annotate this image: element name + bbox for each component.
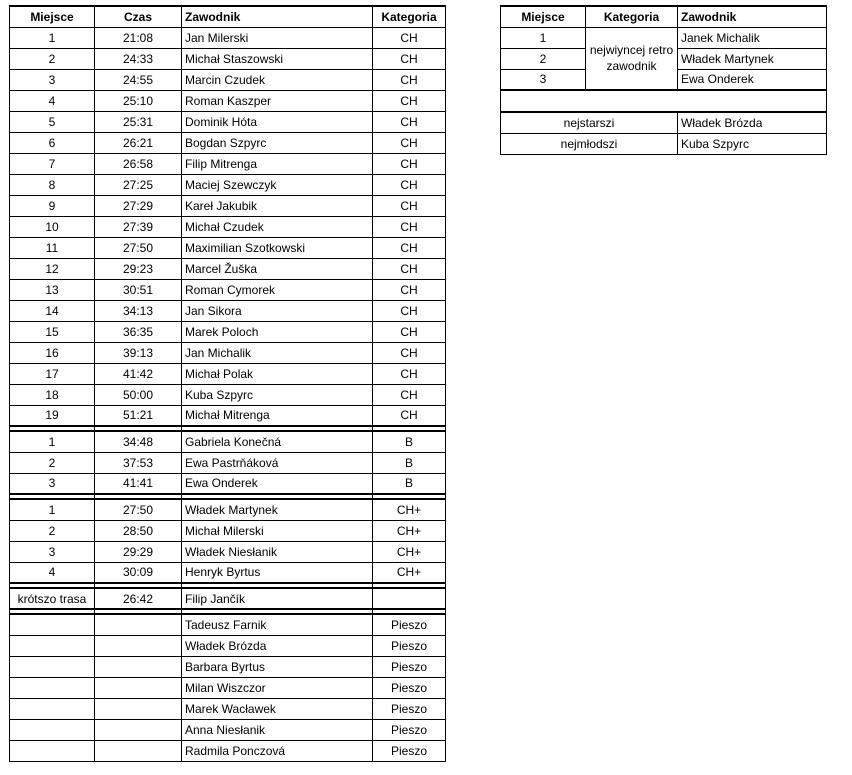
competitor-cell: Marek Wacławek bbox=[182, 698, 373, 719]
place-cell: 12 bbox=[10, 258, 95, 279]
time-cell: 25:31 bbox=[95, 111, 182, 132]
category-cell: CH bbox=[373, 258, 446, 279]
competitor-cell: Henryk Byrtus bbox=[182, 562, 373, 583]
category-cell: CH bbox=[373, 321, 446, 342]
table-row bbox=[10, 473, 446, 494]
category-cell: CH bbox=[373, 69, 446, 90]
place-cell: 1 bbox=[10, 499, 95, 520]
category-cell: CH+ bbox=[373, 541, 446, 562]
place-cell: 8 bbox=[10, 174, 95, 195]
table-row bbox=[10, 541, 446, 562]
competitor-cell: Filip Mitrenga bbox=[182, 153, 373, 174]
place-cell: 18 bbox=[10, 384, 95, 405]
place-cell bbox=[10, 719, 95, 740]
time-cell: 27:25 bbox=[95, 174, 182, 195]
place-cell bbox=[10, 656, 95, 677]
table-row bbox=[10, 588, 446, 609]
oldest-name: Władek Brózda bbox=[678, 112, 827, 133]
place-cell: 13 bbox=[10, 279, 95, 300]
time-cell: 29:23 bbox=[95, 258, 182, 279]
competitor-cell: Tadeusz Farnik bbox=[182, 614, 373, 635]
table-row bbox=[10, 342, 446, 363]
award-place: 1 bbox=[501, 27, 586, 48]
table-row bbox=[10, 90, 446, 111]
spacer-cell bbox=[501, 90, 827, 112]
competitor-cell: Władek Brózda bbox=[182, 635, 373, 656]
table-row bbox=[10, 153, 446, 174]
competitor-cell: Marcin Czudek bbox=[182, 69, 373, 90]
time-cell bbox=[95, 698, 182, 719]
place-cell bbox=[10, 677, 95, 698]
results-sheet bbox=[9, 5, 445, 762]
place-cell: 15 bbox=[10, 321, 95, 342]
place-cell: krótszo trasa bbox=[10, 588, 95, 609]
competitor-cell: Michał Polak bbox=[182, 363, 373, 384]
competitor-cell: Maximilian Szotkowski bbox=[182, 237, 373, 258]
table-row bbox=[10, 431, 446, 452]
oldest-label: nejstarszi bbox=[501, 112, 678, 133]
competitor-cell: Dominik Hóta bbox=[182, 111, 373, 132]
category-cell: Pieszo bbox=[373, 656, 446, 677]
awards-header-zawodnik: Zawodnik bbox=[678, 6, 827, 27]
table-row bbox=[10, 111, 446, 132]
place-cell: 5 bbox=[10, 111, 95, 132]
place-cell: 4 bbox=[10, 90, 95, 111]
table-row bbox=[10, 520, 446, 541]
time-cell bbox=[95, 656, 182, 677]
category-cell: Pieszo bbox=[373, 740, 446, 761]
time-cell: 28:50 bbox=[95, 520, 182, 541]
col-header-miejsce: Miejsce bbox=[10, 6, 95, 27]
time-cell: 37:53 bbox=[95, 452, 182, 473]
header-row bbox=[10, 6, 446, 27]
competitor-cell: Marek Poloch bbox=[182, 321, 373, 342]
table-row bbox=[10, 216, 446, 237]
category-cell: CH+ bbox=[373, 499, 446, 520]
time-cell: 21:08 bbox=[95, 27, 182, 48]
table-row bbox=[10, 258, 446, 279]
time-cell bbox=[95, 740, 182, 761]
table-row bbox=[10, 195, 446, 216]
category-cell: CH+ bbox=[373, 562, 446, 583]
place-cell: 1 bbox=[10, 27, 95, 48]
category-cell: CH bbox=[373, 153, 446, 174]
table-row bbox=[10, 614, 446, 635]
category-cell: Pieszo bbox=[373, 719, 446, 740]
competitor-cell: Filip Jančík bbox=[182, 588, 373, 609]
table-row bbox=[10, 405, 446, 426]
competitor-cell: Michał Milerski bbox=[182, 520, 373, 541]
table-row bbox=[10, 452, 446, 473]
competitor-cell: Milan Wiszczor bbox=[182, 677, 373, 698]
competitor-cell: Michał Czudek bbox=[182, 216, 373, 237]
award-place: 2 bbox=[501, 48, 586, 69]
competitor-cell: Michał Mitrenga bbox=[182, 405, 373, 426]
category-cell: B bbox=[373, 452, 446, 473]
youngest-name: Kuba Szpyrc bbox=[678, 133, 827, 154]
category-cell: CH bbox=[373, 195, 446, 216]
competitor-cell: Marcel Žuška bbox=[182, 258, 373, 279]
table-row bbox=[10, 698, 446, 719]
competitor-cell: Gabriela Konečná bbox=[182, 431, 373, 452]
time-cell bbox=[95, 677, 182, 698]
awards-row bbox=[501, 27, 827, 48]
table-row bbox=[10, 69, 446, 90]
results-table bbox=[9, 5, 446, 762]
oldest-row bbox=[501, 112, 827, 133]
awards-spacer-row bbox=[501, 90, 827, 112]
award-name: Władek Martynek bbox=[678, 48, 827, 69]
competitor-cell: Bogdan Szpyrc bbox=[182, 132, 373, 153]
table-row bbox=[10, 384, 446, 405]
award-place: 3 bbox=[501, 69, 586, 90]
category-cell: CH bbox=[373, 237, 446, 258]
category-cell: CH bbox=[373, 111, 446, 132]
competitor-cell: Roman Kaszper bbox=[182, 90, 373, 111]
category-cell: CH bbox=[373, 363, 446, 384]
time-cell: 30:09 bbox=[95, 562, 182, 583]
category-cell bbox=[373, 588, 446, 609]
place-cell: 11 bbox=[10, 237, 95, 258]
category-cell: CH+ bbox=[373, 520, 446, 541]
time-cell: 26:21 bbox=[95, 132, 182, 153]
category-cell: CH bbox=[373, 279, 446, 300]
place-cell: 7 bbox=[10, 153, 95, 174]
table-row bbox=[10, 174, 446, 195]
time-cell: 26:42 bbox=[95, 588, 182, 609]
awards-header-miejsce: Miejsce bbox=[501, 6, 586, 27]
time-cell: 26:58 bbox=[95, 153, 182, 174]
place-cell: 19 bbox=[10, 405, 95, 426]
table-row bbox=[10, 363, 446, 384]
category-cell: CH bbox=[373, 90, 446, 111]
table-row bbox=[10, 677, 446, 698]
category-cell: CH bbox=[373, 27, 446, 48]
time-cell bbox=[95, 719, 182, 740]
time-cell: 27:29 bbox=[95, 195, 182, 216]
place-cell: 2 bbox=[10, 520, 95, 541]
competitor-cell: Ewa Onderek bbox=[182, 473, 373, 494]
category-cell: B bbox=[373, 431, 446, 452]
category-cell: CH bbox=[373, 300, 446, 321]
place-cell bbox=[10, 614, 95, 635]
table-row bbox=[10, 321, 446, 342]
place-cell bbox=[10, 635, 95, 656]
competitor-cell: Władek Martynek bbox=[182, 499, 373, 520]
awards-table bbox=[500, 5, 827, 155]
place-cell: 1 bbox=[10, 431, 95, 452]
time-cell: 50:00 bbox=[95, 384, 182, 405]
competitor-cell: Ewa Pastrňáková bbox=[182, 452, 373, 473]
place-cell: 3 bbox=[10, 473, 95, 494]
table-row bbox=[10, 562, 446, 583]
place-cell: 4 bbox=[10, 562, 95, 583]
category-cell: CH bbox=[373, 405, 446, 426]
time-cell: 36:35 bbox=[95, 321, 182, 342]
awards-sheet bbox=[500, 5, 826, 155]
competitor-cell: Anna Niesłanik bbox=[182, 719, 373, 740]
results-body bbox=[10, 27, 446, 761]
time-cell: 27:39 bbox=[95, 216, 182, 237]
time-cell: 24:55 bbox=[95, 69, 182, 90]
time-cell: 34:13 bbox=[95, 300, 182, 321]
place-cell: 17 bbox=[10, 363, 95, 384]
category-cell: Pieszo bbox=[373, 614, 446, 635]
award-name: Janek Michalik bbox=[678, 27, 827, 48]
table-row bbox=[10, 300, 446, 321]
category-cell: Pieszo bbox=[373, 635, 446, 656]
place-cell: 2 bbox=[10, 48, 95, 69]
category-cell: Pieszo bbox=[373, 698, 446, 719]
time-cell: 34:48 bbox=[95, 431, 182, 452]
category-cell: CH bbox=[373, 174, 446, 195]
time-cell: 24:33 bbox=[95, 48, 182, 69]
table-row bbox=[10, 237, 446, 258]
category-cell: CH bbox=[373, 216, 446, 237]
time-cell: 29:29 bbox=[95, 541, 182, 562]
place-cell: 6 bbox=[10, 132, 95, 153]
competitor-cell: Roman Cymorek bbox=[182, 279, 373, 300]
col-header-czas: Czas bbox=[95, 6, 182, 27]
table-row bbox=[10, 132, 446, 153]
time-cell: 25:10 bbox=[95, 90, 182, 111]
competitor-cell: Michał Staszowski bbox=[182, 48, 373, 69]
competitor-cell: Władek Niesłanik bbox=[182, 541, 373, 562]
place-cell: 3 bbox=[10, 69, 95, 90]
category-cell: Pieszo bbox=[373, 677, 446, 698]
place-cell: 2 bbox=[10, 452, 95, 473]
time-cell: 51:21 bbox=[95, 405, 182, 426]
awards-header-row bbox=[501, 6, 827, 27]
competitor-cell: Jan Michalik bbox=[182, 342, 373, 363]
competitor-cell: Barbara Byrtus bbox=[182, 656, 373, 677]
place-cell bbox=[10, 698, 95, 719]
category-cell: B bbox=[373, 473, 446, 494]
time-cell bbox=[95, 614, 182, 635]
time-cell bbox=[95, 635, 182, 656]
place-cell: 9 bbox=[10, 195, 95, 216]
place-cell: 3 bbox=[10, 541, 95, 562]
place-cell: 14 bbox=[10, 300, 95, 321]
table-row bbox=[10, 656, 446, 677]
table-row bbox=[10, 279, 446, 300]
time-cell: 41:41 bbox=[95, 473, 182, 494]
category-cell: CH bbox=[373, 48, 446, 69]
category-cell: CH bbox=[373, 132, 446, 153]
col-header-zawodnik: Zawodnik bbox=[182, 6, 373, 27]
time-cell: 39:13 bbox=[95, 342, 182, 363]
time-cell: 27:50 bbox=[95, 237, 182, 258]
table-row bbox=[10, 740, 446, 761]
time-cell: 30:51 bbox=[95, 279, 182, 300]
col-header-kategoria: Kategoria bbox=[373, 6, 446, 27]
youngest-label: nejmłodszi bbox=[501, 133, 678, 154]
competitor-cell: Jan Sikora bbox=[182, 300, 373, 321]
awards-header-kategoria: Kategoria bbox=[586, 6, 678, 27]
table-row bbox=[10, 48, 446, 69]
category-cell: CH bbox=[373, 384, 446, 405]
competitor-cell: Jan Milerski bbox=[182, 27, 373, 48]
award-name: Ewa Onderek bbox=[678, 69, 827, 90]
award-category: nejwiyncej retro zawodnik bbox=[586, 27, 678, 90]
competitor-cell: Kuba Szpyrc bbox=[182, 384, 373, 405]
place-cell: 10 bbox=[10, 216, 95, 237]
table-row bbox=[10, 499, 446, 520]
competitor-cell: Radmila Ponczová bbox=[182, 740, 373, 761]
competitor-cell: Kareł Jakubik bbox=[182, 195, 373, 216]
place-cell bbox=[10, 740, 95, 761]
place-cell: 16 bbox=[10, 342, 95, 363]
time-cell: 27:50 bbox=[95, 499, 182, 520]
table-row bbox=[10, 635, 446, 656]
youngest-row bbox=[501, 133, 827, 154]
table-row bbox=[10, 27, 446, 48]
table-row bbox=[10, 719, 446, 740]
category-cell: CH bbox=[373, 342, 446, 363]
time-cell: 41:42 bbox=[95, 363, 182, 384]
competitor-cell: Maciej Szewczyk bbox=[182, 174, 373, 195]
